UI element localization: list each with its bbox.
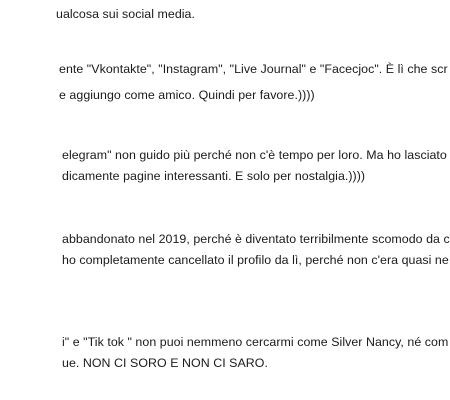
text-line-8: i" e "Tik tok " non puoi nemmeno cercarmi come Silver Nancy, né com <box>62 335 449 349</box>
text-line-9: ue. NON CI SORO E NON CI SARO. <box>62 356 268 370</box>
text-line-5: dicamente pagine interessanti. E solo per nostalgia.)))) <box>62 169 366 183</box>
text-line-6: abbandonato nel 2019, perché è diventato terribilmente scomodo da c <box>62 232 450 246</box>
text-line-1: ualcosa sui social media. <box>56 7 195 21</box>
text-line-3: e aggiungo come amico. Quindi per favore.)))) <box>59 88 315 102</box>
text-line-2: ente "Vkontakte", "Instagram", "Live Journal" e "Facecjoc". È lì che scr <box>59 62 448 76</box>
text-line-4: elegram" non guido più perché non c'è tempo per loro. Ma ho lasciato <box>62 148 447 162</box>
text-line-7: ho completamente cancellato il profilo da lì, perché non c'era quasi ne <box>62 253 449 267</box>
